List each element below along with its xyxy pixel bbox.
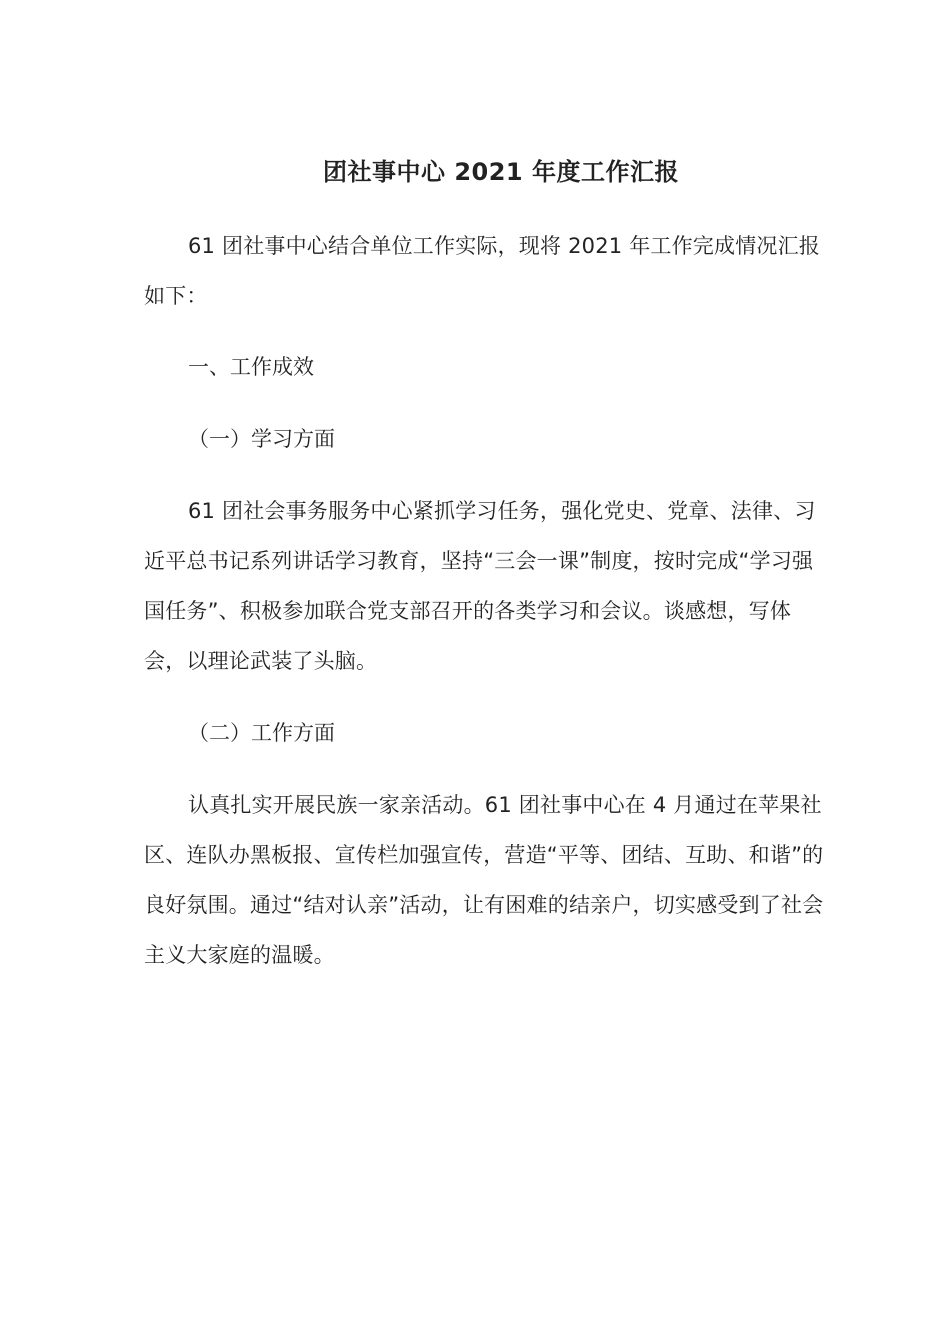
page-title: 团社事中心 2021 年度工作汇报 — [322, 158, 679, 186]
section-heading-achievements: 一、工作成效 — [188, 355, 314, 379]
subsection-heading-study: （一）学习方面 — [188, 427, 335, 451]
subsection-heading-work: （二）工作方面 — [188, 721, 335, 745]
work-paragraph: 认真扎实开展民族一家亲活动。61 团社事中心在 4 月通过在苹果社区、连队办黑板报、宣传栏加强宣传，营造“平等、团结、互助、和谐”的良好氛围。通过“结对认亲”活动，让有困难的结亲户，切实感受到了社会主义大家庭的温暖。 — [144, 793, 824, 967]
intro-paragraph: 61 团社事中心结合单位工作实际，现将 2021 年工作完成情况汇报如下： — [144, 234, 820, 308]
study-paragraph: 61 团社会事务服务中心紧抓学习任务，强化党史、党章、法律、习近平总书记系列讲话学习教育，坚持“三会一课”制度，按时完成“学习强国任务”、积极参加联合党支部召开的各类学习和会议。谈感想，写体会，以理论武装了头脑。 — [144, 499, 816, 673]
